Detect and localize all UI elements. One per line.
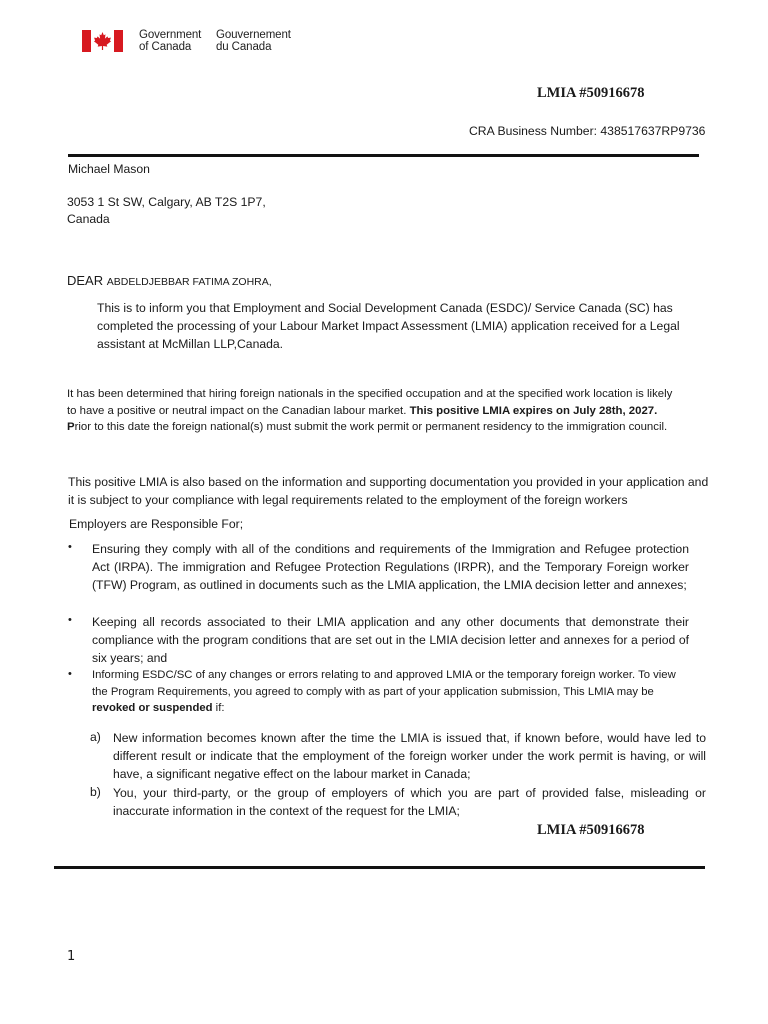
recipient-name: Michael Mason bbox=[68, 162, 150, 176]
logo-text-fr-line2: du Canada bbox=[216, 41, 272, 53]
determination-text-part1: It has been determined that hiring foreign nationals in the specified occupation and at the specified work location is likely to have a positive or neutral impact on the Canadian labour market. bbox=[67, 388, 673, 417]
lmia-number-header: LMIA #50916678 bbox=[537, 85, 645, 101]
condition-a-text: New information becomes known after the time the LMIA is issued that, if known before, would have led to different result or indicate that the employment of the foreign worker under the work permit is having, or will have, a significant negative effect on the labour market in Canada; bbox=[113, 731, 706, 781]
footer-divider bbox=[54, 866, 705, 869]
revoked-or-suspended: revoked or suspended bbox=[92, 702, 213, 714]
logo-text-en-line2: of Canada bbox=[139, 41, 192, 53]
lmia-number-footer: LMIA #50916678 bbox=[537, 822, 645, 838]
bullet-1-marker: • bbox=[68, 541, 72, 553]
responsibility-item-3 bbox=[92, 667, 689, 717]
page-number: 1 bbox=[67, 949, 76, 964]
condition-b-text: You, your third-party, or the group of employers of which you are part of provided false, misleading or inaccurate information in the context of the request for the LMIA; bbox=[113, 786, 706, 818]
maple-leaf-icon bbox=[92, 31, 113, 51]
flag-right-bar bbox=[114, 30, 123, 52]
condition-a-marker: a) bbox=[90, 730, 101, 744]
salutation bbox=[67, 272, 272, 291]
responsibility-item-1: Ensuring they comply with all of the conditions and requirements of the Immigration and Refugee protection Act (IRPA). The immigration and Refugee Protection Regulations (IRPR), and the Temporary Foreign worker (TFW) Program, as outlined in documents such as the LMIA application, the LMIA decision letter and annexes; bbox=[92, 542, 689, 592]
intro-paragraph: This is to inform you that Employment and Social Development Canada (ESDC)/ Service Canada (SC) has completed the processing of your Labour Market Impact Assessment (LMIA) application received for a Legal assistant at McMillan LLP,Canada. bbox=[97, 301, 680, 351]
compliance-paragraph: This positive LMIA is also based on the information and supporting documentation you provided in your application and it is subject to your compliance with legal requirements related to the employment of the foreign workers bbox=[68, 475, 709, 507]
recipient-address-line2: Canada bbox=[67, 212, 110, 226]
header-divider bbox=[68, 154, 699, 157]
salutation-dear: DEAR bbox=[67, 273, 104, 288]
logo-text-en-line1: Government bbox=[139, 29, 202, 41]
recipient-address-line1: 3053 1 St SW, Calgary, AB T2S 1P7, bbox=[67, 195, 266, 209]
determination-paragraph bbox=[67, 386, 680, 436]
expiry-statement: This positive LMIA expires on July 28th, 2027. P bbox=[67, 404, 658, 433]
item3-text-part1: Informing ESDC/SC of any changes or errors relating to and approved LMIA or the temporary foreign worker. To view the Program Requirements, you agreed to comply with as part of your application submission, This LMIA may be bbox=[92, 669, 676, 698]
responsibilities-heading: Employers are Responsible For; bbox=[69, 517, 244, 531]
salutation-name: ABDELDJEBBAR FATIMA ZOHRA, bbox=[106, 276, 272, 288]
item3-text-part2: if: bbox=[212, 702, 225, 714]
condition-b-marker: b) bbox=[90, 785, 101, 799]
government-of-canada-logo bbox=[82, 28, 302, 56]
flag-left-bar bbox=[82, 30, 91, 52]
bullet-3-marker: • bbox=[68, 668, 72, 680]
bullet-2-marker: • bbox=[68, 614, 72, 626]
responsibility-item-2: Keeping all records associated to their LMIA application and any other documents that demonstrate their compliance with the program conditions that are set out in the LMIA decision letter and annexes for a period of six years; and bbox=[92, 615, 689, 665]
cra-business-number: CRA Business Number: 438517637RP9736 bbox=[469, 124, 706, 138]
determination-text-part2: rior to this date the foreign national(s) must submit the work permit or permanent residency to the immigration council. bbox=[74, 421, 668, 433]
logo-text-fr-line1: Gouvernement bbox=[216, 29, 291, 41]
